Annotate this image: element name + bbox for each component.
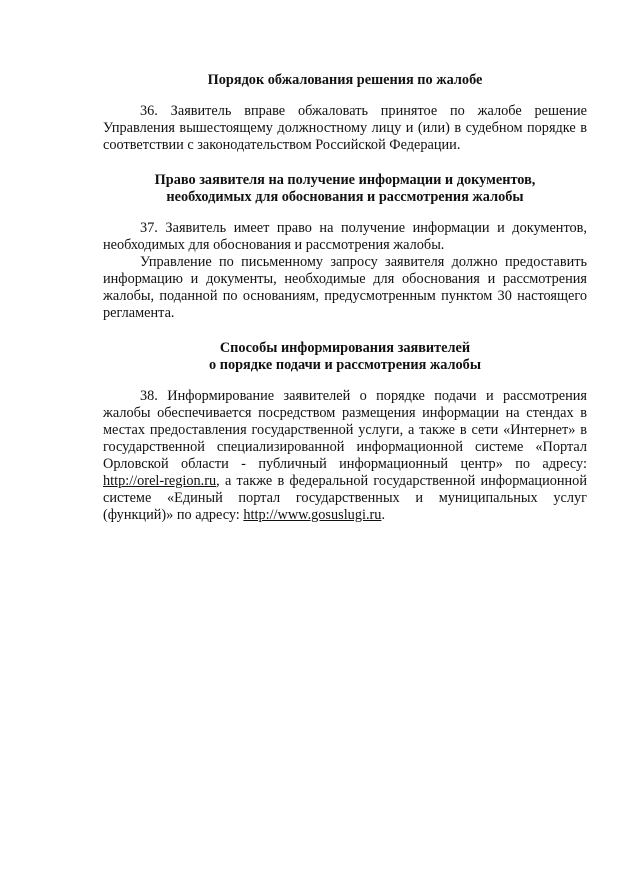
paragraph-38 (103, 388, 587, 524)
orel-region-link[interactable]: http://orel-region.ru (103, 473, 217, 489)
section-heading: Порядок обжалования решения по жалобе (207, 72, 483, 88)
document-content (103, 72, 587, 524)
section-right-to-information (103, 172, 587, 322)
paragraph-37-continued: Управление по письменному запросу заявителя должно предоставить информацию и документы, необходимые для обоснования и рассмотрения жалобы, поданной по основаниям, предусмотренным пунктом 30 настоящего регламента. (103, 254, 587, 321)
paragraph-38-text-1: 38. Информирование заявителей о порядке подачи и рассмотрения жалобы обеспечивается посредством размещения информации на стендах в местах предоставления государственной услуги, а также в сети «Интернет» в государственной специализированной информационной системе «Портал Орловской области - публичный информационный центр» по адресу: (103, 388, 587, 472)
section-heading-line-2: необходимых для обоснования и рассмотрения жалобы (166, 189, 524, 205)
section-heading-line-2: о порядке подачи и рассмотрения жалобы (209, 357, 481, 373)
paragraph-36: 36. Заявитель вправе обжаловать принятое по жалобе решение Управления вышестоящему должностному лицу и (или) в судебном порядке в соответствии с законодательством Российской Федерации. (103, 103, 587, 153)
paragraph-38-end: . (381, 507, 386, 523)
section-heading-line-1: Способы информирования заявителей (219, 340, 471, 356)
section-heading-line-1: Право заявителя на получение информации и документов, (154, 172, 536, 188)
paragraph-37: 37. Заявитель имеет право на получение информации и документов, необходимых для обоснования и рассмотрения жалобы. (103, 220, 587, 253)
section-appeal-procedure (103, 72, 587, 154)
section-informing-methods (103, 340, 587, 524)
gosuslugi-link[interactable]: http://www.gosuslugi.ru (243, 507, 382, 523)
paragraph-38-text-2: , а также в федеральной государственной информационной системе «Единый портал государственных и муниципальных услуг (функций)» по адресу: (103, 473, 587, 523)
